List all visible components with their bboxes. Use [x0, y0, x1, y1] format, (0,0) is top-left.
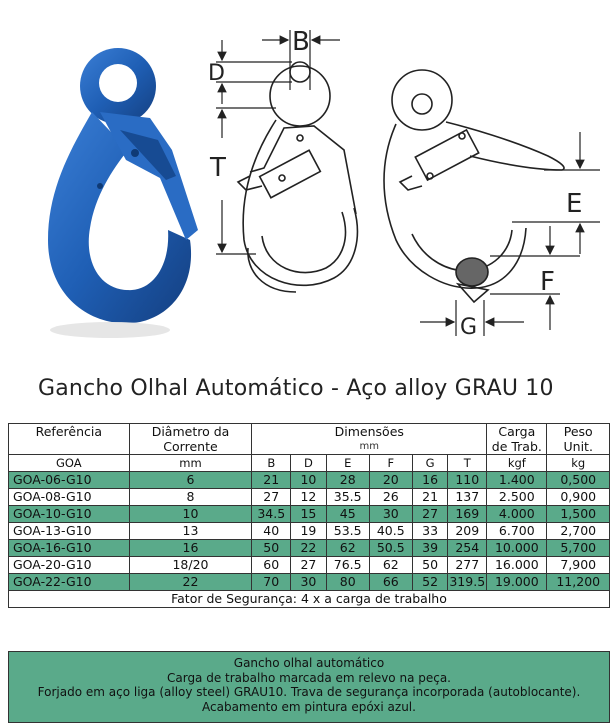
label-T: T [210, 153, 226, 183]
value-cell: 13 [129, 523, 252, 540]
header-referencia: Referência [9, 424, 130, 455]
dimensions-front [216, 30, 340, 254]
description-line: Acabamento em pintura epóxi azul. [202, 699, 416, 714]
value-cell: 1.400 [487, 472, 547, 489]
value-cell: 8 [129, 489, 252, 506]
reference-cell: GOA-22-G10 [9, 574, 130, 591]
value-cell: 5,700 [547, 540, 610, 557]
value-cell: 52 [412, 574, 448, 591]
value-cell: 18/20 [129, 557, 252, 574]
value-cell: 16 [129, 540, 252, 557]
header-dimensoes: Dimensões mm [252, 424, 487, 455]
value-cell: 26 [369, 489, 412, 506]
value-cell: 62 [326, 540, 369, 557]
value-cell: 66 [369, 574, 412, 591]
description-line: Gancho olhal automático [233, 656, 385, 670]
value-cell: 35.5 [326, 489, 369, 506]
value-cell: 34.5 [252, 506, 291, 523]
value-cell: 27 [291, 557, 327, 574]
reference-cell: GOA-20-G10 [9, 557, 130, 574]
value-cell: 277 [448, 557, 487, 574]
value-cell: 254 [448, 540, 487, 557]
table-row [9, 472, 610, 489]
value-cell: 10 [129, 506, 252, 523]
value-cell: 6.700 [487, 523, 547, 540]
value-cell: 19.000 [487, 574, 547, 591]
value-cell: 40.5 [369, 523, 412, 540]
header-row [9, 424, 610, 455]
product-figure [0, 0, 616, 360]
label-G: G [460, 315, 478, 340]
reference-cell: GOA-08-G10 [9, 489, 130, 506]
header-peso: Peso Unit. [547, 424, 610, 455]
value-cell: 50 [412, 557, 448, 574]
reference-cell: GOA-16-G10 [9, 540, 130, 557]
value-cell: 6 [129, 472, 252, 489]
dimensions-side [420, 132, 600, 336]
value-cell: 76.5 [326, 557, 369, 574]
description-line: Carga de trabalho marcada em relevo na peça. [166, 670, 451, 685]
value-cell: 28 [326, 472, 369, 489]
header-diametro: Diâmetro da Corrente [129, 424, 252, 455]
value-cell: 12 [291, 489, 327, 506]
value-cell: 209 [448, 523, 487, 540]
label-B: B [292, 27, 310, 57]
value-cell: 39 [412, 540, 448, 557]
safety-note: Fator de Segurança: 4 x a carga de trabalho [9, 591, 610, 608]
value-cell: 169 [448, 506, 487, 523]
unit-cell: T [448, 455, 487, 472]
unit-cell: kgf [487, 455, 547, 472]
value-cell: 80 [326, 574, 369, 591]
table-row [9, 574, 610, 591]
value-cell: 30 [291, 574, 327, 591]
unit-cell: D [291, 455, 327, 472]
hook-drawing-front [238, 62, 357, 292]
value-cell: 16.000 [487, 557, 547, 574]
unit-cell: E [326, 455, 369, 472]
value-cell: 30 [369, 506, 412, 523]
product-title: Gancho Olhal Automático - Aço alloy GRAU 10 [38, 376, 554, 401]
label-D: D [208, 61, 225, 86]
value-cell: 62 [369, 557, 412, 574]
value-cell: 110 [448, 472, 487, 489]
value-cell: 10.000 [487, 540, 547, 557]
value-cell: 27 [252, 489, 291, 506]
unit-cell: B [252, 455, 291, 472]
value-cell: 53.5 [326, 523, 369, 540]
value-cell: 50 [252, 540, 291, 557]
value-cell: 40 [252, 523, 291, 540]
value-cell: 2,700 [547, 523, 610, 540]
hook-drawing-side [384, 70, 564, 302]
unit-cell: GOA [9, 455, 130, 472]
table-row [9, 523, 610, 540]
units-row [9, 455, 610, 472]
unit-cell: F [369, 455, 412, 472]
label-F: F [540, 267, 555, 297]
unit-cell: G [412, 455, 448, 472]
value-cell: 22 [291, 540, 327, 557]
value-cell: 19 [291, 523, 327, 540]
table-row [9, 557, 610, 574]
value-cell: 319.5 [449, 574, 486, 589]
reference-cell: GOA-10-G10 [9, 506, 130, 523]
value-cell: 15 [291, 506, 327, 523]
value-cell: 16 [412, 472, 448, 489]
spec-table [8, 423, 610, 608]
description-line: Forjado em aço liga (alloy steel) GRAU10. Trava de segurança incorporada (autoblocante). [37, 685, 581, 699]
value-cell: 21 [252, 472, 291, 489]
reference-cell: GOA-13-G10 [9, 523, 130, 540]
header-carga: Carga de Trab. [487, 424, 547, 455]
value-cell: 50.5 [369, 540, 412, 557]
value-cell: 20 [369, 472, 412, 489]
hook-photo [48, 48, 198, 338]
table-body [9, 472, 610, 591]
table-row [9, 506, 610, 523]
value-cell: 22 [129, 574, 252, 591]
value-cell: 11,200 [547, 574, 610, 591]
description-box [8, 651, 610, 723]
value-cell: 21 [412, 489, 448, 506]
value-cell: 1,500 [547, 506, 610, 523]
value-cell: 60 [252, 557, 291, 574]
label-E: E [566, 189, 583, 219]
value-cell: 7,900 [547, 557, 610, 574]
value-cell: 0,900 [547, 489, 610, 506]
table-row [9, 489, 610, 506]
value-cell: 137 [448, 489, 487, 506]
reference-cell: GOA-06-G10 [9, 472, 130, 489]
value-cell: 27 [412, 506, 448, 523]
value-cell: 33 [412, 523, 448, 540]
unit-cell: kg [547, 455, 610, 472]
value-cell: 0,500 [547, 472, 610, 489]
value-cell: 2.500 [487, 489, 547, 506]
value-cell: 4.000 [487, 506, 547, 523]
value-cell: 70 [252, 574, 291, 591]
unit-cell: mm [129, 455, 252, 472]
safety-row [9, 591, 610, 608]
value-cell: 10 [291, 472, 327, 489]
table-row [9, 540, 610, 557]
value-cell: 45 [326, 506, 369, 523]
